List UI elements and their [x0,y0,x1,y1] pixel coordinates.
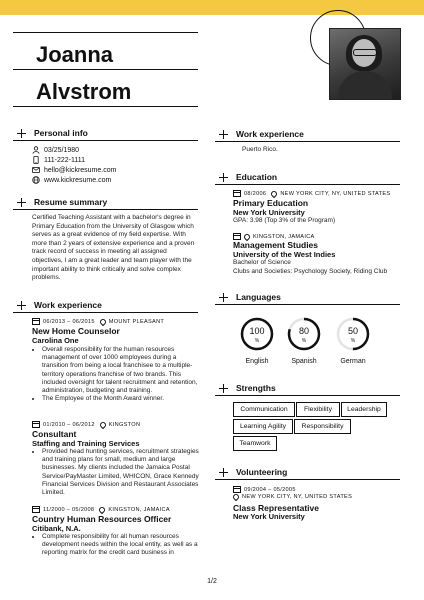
birth-date-row [32,146,79,154]
summary-title: Resume summary [34,197,108,207]
job-2-org: Staffing and Training Services [32,439,140,448]
location-pin-icon [232,493,240,501]
volunteering-header [219,467,287,477]
work-experience-title: Work experience [34,300,102,310]
plus-icon [219,468,228,477]
job-3-title: Country Human Resources Officer [32,514,172,524]
strength-chip: Flexibility [296,402,340,417]
globe-icon [32,176,40,184]
calendar-icon [233,486,241,493]
job-2-bullets [32,448,200,497]
education-2-detail: Clubs and Societies: Psychology Society, Riding Club [233,268,388,275]
volunteering-rule [215,479,400,480]
job-1-title: New Home Counselor [32,326,120,336]
job-1-location: MOUNT PLEASANT [108,318,165,325]
calendar-icon [32,506,40,513]
email-icon [32,166,40,174]
volunteering-role: Class Representative [233,503,319,513]
job-1-bullet: • The Employee of the Month Award winner. [42,395,200,403]
education-header [219,172,277,182]
phone-row [32,156,85,164]
job-3-dates: 11/2000 – 05/2008 [43,506,95,513]
job-1-org: Carolina One [32,336,79,345]
calendar-icon [32,318,40,325]
birth-date: 03/25/1980 [44,146,80,154]
strength-chip: Communication [233,402,295,417]
summary-header [17,197,107,207]
plus-icon [17,301,26,310]
first-name: Joanna [36,42,114,67]
plus-icon [17,198,26,207]
job-1-bullet: • Overall responsibility for the human resources management of over 1000 employees during a transition from being a local franchisee to a multiple-territory operations franchise of two brands. This included oversight for talent recruitment and retention, administration, budgeting and training. [42,346,200,395]
strength-chip: Teamwork [233,436,277,451]
person-icon [32,146,40,154]
education-1-degree: Primary Education [233,198,309,208]
education-1-location: NEW YORK CITY, NY, UNITED STATES [280,190,391,197]
work-experience-rule [13,312,198,313]
work-experience-continued-rule [215,141,400,142]
job-1-dates: 06/2013 – 06/2015 [43,318,95,325]
phone-number: 111-222-1111 [44,156,85,164]
job-2-dates: 01/2010 – 06/2012 [43,421,95,428]
language-gauge-german [336,317,370,351]
job-3-org: Citibank, N.A. [32,524,81,533]
language-value: 80 [298,326,309,336]
email-address[interactable]: hello@kickresume.com [44,166,117,174]
education-2-meta [233,233,315,240]
profile-photo [329,28,401,100]
email-row[interactable] [32,166,116,174]
plus-icon [17,129,26,138]
page-number: 1/2 [207,578,217,585]
job-1-bullets [32,346,200,403]
personal-info-header [17,128,88,138]
job-2-meta [32,421,140,428]
work-experience-continued-title: Work experience [236,129,304,139]
location-pin-icon [99,420,107,428]
job-3-bullets [32,533,200,558]
location-pin-icon [270,189,278,197]
name-rule-middle [13,69,198,70]
website-row[interactable] [32,176,111,184]
volunteering-org: New York University [233,512,305,521]
calendar-icon [233,190,241,197]
name-rule-top [13,32,198,33]
language-unit: % [301,338,307,344]
education-2-detail: Bachelor of Science [233,259,291,266]
plus-icon [219,293,228,302]
job-2-bullet: • Provided head hunting services, recruitment strategies and training plans for small, medium and large businesses. My clients included the Jamaica Postal Service/PayMaster Limited, WHICON, Grace Kennedy Financial Services Division and Restaurant Associates Limited. [42,448,200,497]
strengths-header [219,383,276,393]
plus-icon [219,173,228,182]
last-name: Alvstrom [36,79,132,104]
summary-rule [13,209,198,210]
accent-top-bar [0,0,424,15]
location-pin-icon [99,317,107,325]
summary-text: Certified Teaching Assistant with a bachelor's degree in Primary Education from the University of Glasgow which serves as a great evidence of my field expertise. With more than 2 years of extensive experience and a proven track record of success in meeting all assigned objectives, I am a great leader and team player with the important ability to think critically and solve complex problems. [32,214,195,282]
job-2-title: Consultant [32,429,77,439]
location-pin-icon [98,505,106,513]
education-title: Education [236,172,278,182]
job-3-meta [32,506,170,513]
job-2-location: KINGSTON [108,421,141,428]
strength-chip: Learning Agility [233,419,293,434]
volunteering-dates: 09/2004 – 05/2005 [244,486,296,493]
website-url[interactable]: www.kickresume.com [44,176,112,184]
language-name-spanish: Spanish [291,358,317,365]
name-rule-bottom [13,106,198,107]
work-continuation-text: Puerto Rico. [242,146,278,153]
education-1-meta [233,190,390,197]
phone-icon [32,156,40,164]
job-3-location: KINGSTON, JAMAICA [108,506,170,513]
education-1-school: New York University [233,208,305,217]
language-unit: % [350,338,356,344]
languages-title: Languages [236,292,281,302]
strengths-title: Strengths [236,383,276,393]
volunteering-location-row [228,494,352,500]
languages-header [219,292,281,302]
language-name-english: English [245,358,269,365]
volunteering-location: NEW YORK CITY, NY, UNITED STATES [242,494,353,500]
plus-icon [219,130,228,139]
strengths-rule [215,395,400,396]
education-1-detail: GPA: 3.98 (Top 3% of the Program) [233,217,336,224]
work-experience-header [17,300,102,310]
calendar-icon [32,421,40,428]
strength-chip: Responsibility [294,419,351,434]
education-2-location: KINGSTON, JAMAICA [253,233,315,240]
job-3-bullet: • Complete responsibility for all human resources development needs within the local entity, as well as a reporting matrix for the credit card business in [42,533,200,558]
languages-rule [215,304,400,305]
language-value: 50 [347,326,358,336]
language-value: 100 [249,326,265,336]
job-1-meta [32,318,164,325]
education-2-degree: Management Studies [233,240,319,250]
language-gauge-spanish [287,317,321,351]
education-2-school: University of the West Indies [233,250,336,259]
language-unit: % [254,338,260,344]
personal-info-title: Personal info [34,128,88,138]
language-gauge-english [240,317,274,351]
education-1-date: 08/2006 [244,190,267,197]
volunteering-title: Volunteering [236,467,288,477]
calendar-icon [233,233,241,240]
work-experience-continued-header [219,129,304,139]
volunteering-meta [233,486,296,493]
education-rule [215,184,400,185]
plus-icon [219,384,228,393]
language-name-german: German [340,358,366,365]
strength-chip: Leadership [341,402,387,417]
personal-info-rule [13,140,198,141]
